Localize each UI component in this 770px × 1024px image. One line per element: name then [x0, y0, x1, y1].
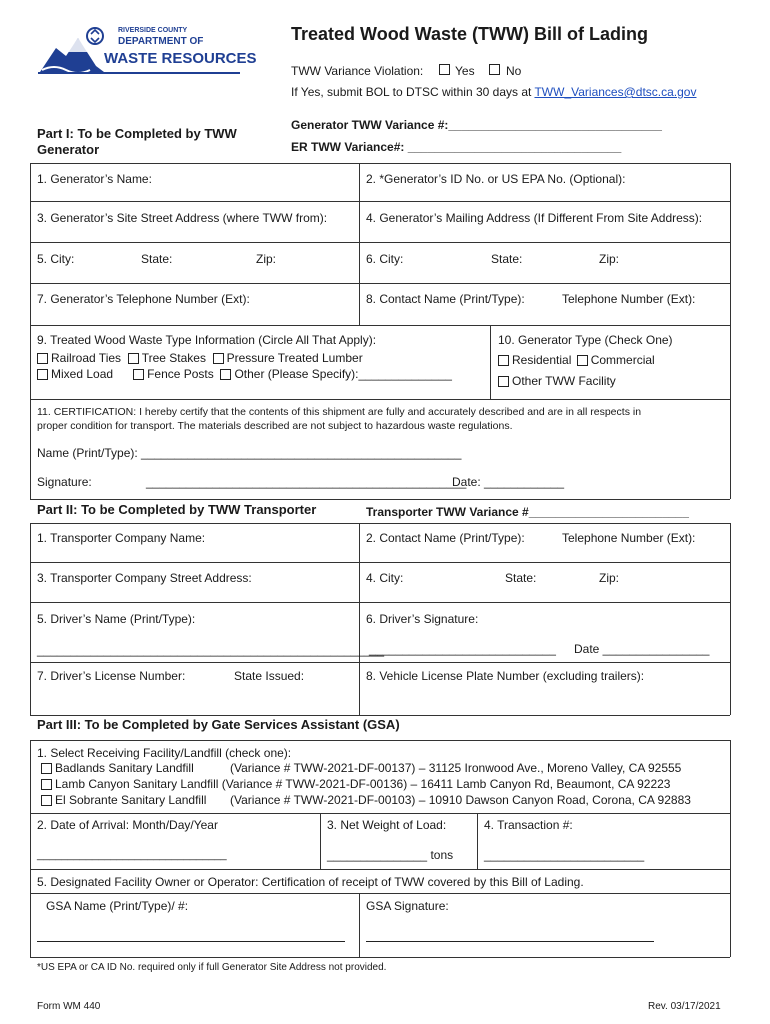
revision-date: Rev. 03/17/2021: [648, 1001, 721, 1012]
certification-text: 11. CERTIFICATION: I hereby certify that the contents of this shipment are fully and accurately described and are in all respects in: [37, 406, 642, 418]
part2-heading: Part II: To be Completed by TWW Transporter: [37, 502, 317, 517]
fence-posts-label: Fence Posts: [147, 367, 214, 381]
certifier-date-field[interactable]: Date: ____________: [452, 475, 565, 489]
facility-name: Badlands Sanitary Landfill: [55, 761, 194, 775]
mailing-zip-field[interactable]: Zip:: [599, 252, 620, 266]
transporter-zip-field[interactable]: Zip:: [599, 571, 620, 585]
pressure-lumber-checkbox[interactable]: [213, 353, 224, 364]
facility-option-0[interactable]: [41, 761, 681, 775]
residential-checkbox[interactable]: [498, 355, 509, 366]
form-id: Form WM 440: [37, 1001, 101, 1012]
generator-telephone-field[interactable]: 7. Generator’s Telephone Number (Ext):: [37, 292, 250, 306]
driver-signature-label: 6. Driver’s Signature:: [366, 612, 479, 626]
other-type-label: Other (Please Specify):______________: [234, 367, 452, 381]
mailing-state-field[interactable]: State:: [491, 252, 523, 266]
logo-line-3: WASTE RESOURCES: [104, 50, 257, 67]
generator-id-field[interactable]: 2. *Generator’s ID No. or US EPA No. (Optional):: [366, 172, 626, 186]
transaction-line[interactable]: ________________________: [484, 848, 645, 862]
railroad-ties-label: Railroad Ties: [51, 351, 122, 365]
net-weight-line[interactable]: _______________ tons: [327, 848, 454, 862]
mailing-city-field[interactable]: 6. City:: [366, 252, 404, 266]
gsa-signature-line[interactable]: [366, 941, 654, 942]
transporter-company-field[interactable]: 1. Transporter Company Name:: [37, 531, 206, 545]
no-checkbox[interactable]: [489, 64, 500, 75]
contact-telephone-field[interactable]: Telephone Number (Ext):: [562, 292, 696, 306]
residential-label: Residential: [512, 353, 572, 367]
other-facility-checkbox[interactable]: [498, 376, 509, 387]
net-weight-label: 3. Net Weight of Load:: [327, 818, 447, 832]
mixed-load-checkbox[interactable]: [37, 369, 48, 380]
generator-name-field[interactable]: 1. Generator’s Name:: [37, 172, 152, 186]
certification-text-2: proper condition for transport. The materials described are not subject to hazardous waste regulations.: [37, 420, 513, 432]
site-city-field[interactable]: 5. City:: [37, 252, 75, 266]
transporter-city-field[interactable]: 4. City:: [366, 571, 404, 585]
license-state-field[interactable]: State Issued:: [234, 669, 305, 683]
certifier-signature-label: Signature:: [37, 475, 92, 489]
transaction-label: 4. Transaction #:: [484, 818, 573, 832]
generator-mailing-address-field[interactable]: 4. Generator’s Mailing Address (If Different From Site Address):: [366, 211, 703, 225]
facility-detail: (Variance # TWW-2021-DF-00103) – 10910 Dawson Canyon Road, Corona, CA 92883: [230, 793, 691, 807]
generator-type-row-2: [498, 374, 616, 388]
driver-name-line[interactable]: ____________________________________________________: [37, 643, 385, 657]
el-sobrante-checkbox[interactable]: [41, 795, 52, 806]
railroad-ties-checkbox[interactable]: [37, 353, 48, 364]
variance-violation-label: TWW Variance Violation:: [291, 64, 424, 78]
transporter-variance-field[interactable]: Transporter TWW Variance #________________________: [366, 505, 689, 519]
driver-date-field[interactable]: Date ________________: [574, 642, 710, 656]
generator-site-address-field[interactable]: 3. Generator’s Site Street Address (where TWW from):: [37, 211, 328, 225]
part3-heading: Part III: To be Completed by Gate Services Assistant (GSA): [37, 717, 400, 732]
certifier-signature-line[interactable]: ________________________________________________: [146, 475, 467, 489]
facility-option-1[interactable]: [41, 777, 670, 791]
dtsc-email-link[interactable]: TWW_Variances@dtsc.ca.gov: [534, 85, 697, 99]
transporter-state-field[interactable]: State:: [505, 571, 537, 585]
tww-type-label: 9. Treated Wood Waste Type Information (Circle All That Apply):: [37, 333, 377, 347]
tww-type-row-2: [37, 367, 452, 381]
gsa-name-label: GSA Name (Print/Type)/ #:: [46, 899, 189, 913]
logo-line-1: RIVERSIDE COUNTY: [118, 27, 188, 34]
facility-option-2[interactable]: [41, 793, 691, 807]
submit-prefix: If Yes, submit BOL to DTSC within 30 days at: [291, 85, 532, 99]
no-label: No: [506, 64, 522, 78]
tree-stakes-label: Tree Stakes: [141, 351, 206, 365]
driver-name-label: 5. Driver’s Name (Print/Type):: [37, 612, 196, 626]
commercial-label: Commercial: [590, 353, 655, 367]
driver-license-field[interactable]: 7. Driver’s License Number:: [37, 669, 186, 683]
badlands-checkbox[interactable]: [41, 763, 52, 774]
fence-posts-checkbox[interactable]: [133, 369, 144, 380]
arrival-date-line[interactable]: _______________________________: [37, 849, 227, 861]
lamb-canyon-checkbox[interactable]: [41, 779, 52, 790]
pressure-lumber-label: Pressure Treated Lumber: [226, 351, 363, 365]
logo-line-2: DEPARTMENT OF: [118, 36, 204, 47]
site-zip-field[interactable]: Zip:: [256, 252, 277, 266]
transporter-contact-field[interactable]: 2. Contact Name (Print/Type):: [366, 531, 525, 545]
tww-type-row-1: [37, 351, 363, 365]
transporter-telephone-field[interactable]: Telephone Number (Ext):: [562, 531, 696, 545]
site-state-field[interactable]: State:: [141, 252, 173, 266]
facility-detail: (Variance # TWW-2021-DF-00136) – 16411 Lamb Canyon Rd, Beaumont, CA 92223: [221, 777, 671, 791]
generator-type-row-1: [498, 353, 655, 367]
part1-heading: Part I: To be Completed by TWW Generator: [37, 126, 237, 157]
commercial-checkbox[interactable]: [577, 355, 588, 366]
transporter-address-field[interactable]: 3. Transporter Company Street Address:: [37, 571, 252, 585]
receiving-facility-label: 1. Select Receiving Facility/Landfill (check one):: [37, 746, 292, 760]
arrival-date-label: 2. Date of Arrival: Month/Day/Year: [37, 818, 218, 832]
gsa-name-line[interactable]: [37, 941, 345, 942]
gsa-signature-label: GSA Signature:: [366, 899, 449, 913]
facility-name: El Sobrante Sanitary Landfill: [55, 793, 207, 807]
epa-footnote: *US EPA or CA ID No. required only if full Generator Site Address not provided.: [37, 962, 387, 973]
mixed-load-label: Mixed Load: [51, 367, 114, 381]
tree-stakes-checkbox[interactable]: [128, 353, 139, 364]
other-type-checkbox[interactable]: [220, 369, 231, 380]
page-title: Treated Wood Waste (TWW) Bill of Lading: [291, 24, 648, 44]
facility-detail: (Variance # TWW-2021-DF-00137) – 31125 Ironwood Ave., Moreno Valley, CA 92555: [230, 761, 682, 775]
facility-certification-text: 5. Designated Facility Owner or Operator: Certification of receipt of TWW covered by this Bill of Lading.: [37, 875, 584, 889]
er-variance-field[interactable]: ER TWW Variance#: ________________________________: [291, 140, 622, 154]
other-facility-label: Other TWW Facility: [512, 374, 616, 388]
facility-name: Lamb Canyon Sanitary Landfill: [55, 777, 219, 791]
department-logo: [38, 26, 257, 74]
generator-variance-field[interactable]: Generator TWW Variance #:________________________________: [291, 118, 662, 132]
submit-instructions: [291, 85, 696, 99]
yes-label: Yes: [455, 64, 475, 78]
driver-signature-line[interactable]: ____________________________: [369, 642, 556, 656]
contact-name-field[interactable]: 8. Contact Name (Print/Type):: [366, 292, 525, 306]
certifier-name-field[interactable]: Name (Print/Type): ________________________________________________: [37, 446, 462, 460]
vehicle-plate-field[interactable]: 8. Vehicle License Plate Number (excluding trailers):: [366, 669, 645, 683]
generator-type-label: 10. Generator Type (Check One): [498, 333, 673, 347]
yes-checkbox[interactable]: [439, 64, 450, 75]
